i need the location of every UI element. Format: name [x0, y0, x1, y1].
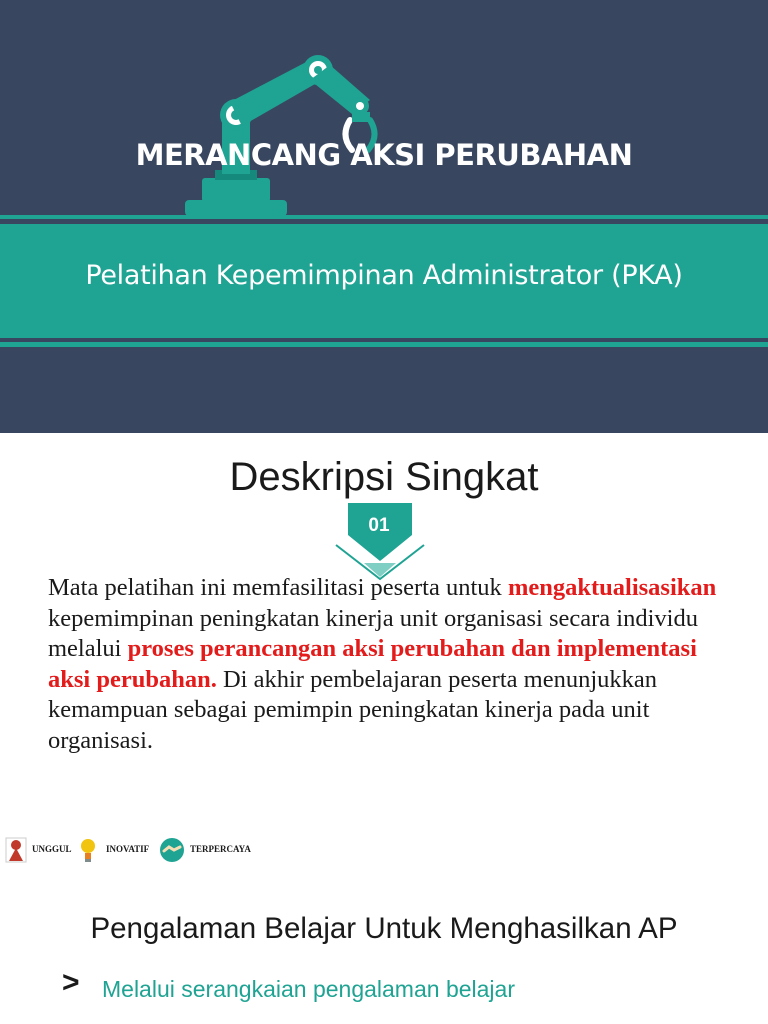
description-paragraph — [48, 573, 738, 756]
value-terpercaya — [158, 833, 278, 867]
body-highlight: proses perancangan aksi perubahan dan implementasi aksi perubahan. — [48, 635, 697, 693]
value-inovatif — [78, 833, 168, 867]
number-badge-icon — [334, 501, 426, 581]
value-label: TERPERCAYA — [190, 844, 251, 854]
body-text: kepemimpinan peningkatan kinerja unit organisasi secara individu melalui — [48, 604, 698, 662]
arrow-icon: > — [62, 966, 80, 999]
section-title: Pengalaman Belajar Untuk Menghasilkan AP — [90, 912, 678, 945]
slide-subtitle: Pelatihan Kepemimpinan Administrator (PKA) — [85, 260, 683, 291]
handshake-icon — [158, 836, 186, 864]
unggul-logo-icon — [4, 836, 28, 864]
learning-slide — [0, 874, 768, 1024]
list-item: Melalui serangkaian pengalaman belajar — [102, 976, 515, 1002]
description-slide — [0, 433, 768, 874]
slide-title: MERANCANG AKSI PERUBAHAN — [135, 138, 633, 172]
lightbulb-icon — [78, 836, 98, 864]
value-label: UNGGUL — [32, 844, 72, 854]
body-text: Mata pelatihan ini memfasilitasi peserta untuk — [48, 574, 508, 601]
value-label: INOVATIF — [106, 844, 150, 854]
body-text: Di akhir pembelajaran peserta menunjukkan kemampuan sebagai pemimpin peningkatan kinerja pada unit organisasi. — [48, 665, 658, 754]
core-values-row — [0, 833, 300, 867]
divider-line — [0, 215, 768, 219]
title-slide — [0, 0, 768, 433]
badge-number: 01 — [368, 515, 390, 536]
section-title: Deskripsi Singkat — [229, 455, 539, 499]
robotic-arm-icon — [180, 40, 390, 220]
divider-line — [0, 342, 768, 347]
body-highlight: mengaktualisasikan — [507, 574, 717, 601]
value-unggul — [4, 833, 84, 867]
